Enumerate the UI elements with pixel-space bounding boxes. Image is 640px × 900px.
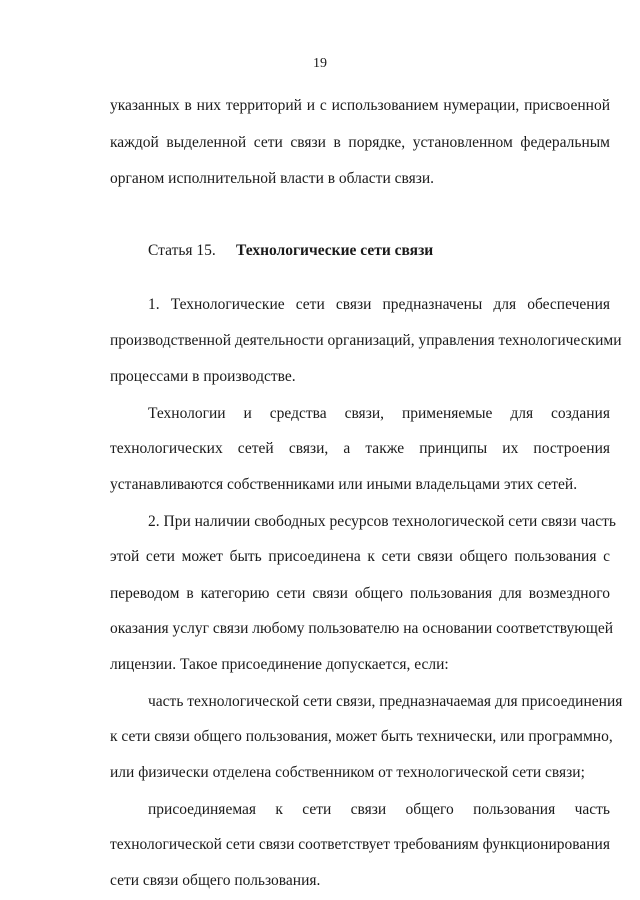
paragraph-line: 2. При наличии свободных ресурсов технологической сети связи часть <box>148 513 616 530</box>
paragraph-line: переводом в категорию сети связи общего пользования для возмездного <box>110 585 610 602</box>
paragraph-line: указанных в них территорий и с использованием нумерации, присвоенной <box>110 97 610 114</box>
article-title: Технологические сети связи <box>236 242 434 259</box>
paragraph-line: или физически отделена собственником от технологической сети связи; <box>110 764 585 781</box>
paragraph-line: технологической сети связи соответствует требованиям функционирования <box>110 836 610 853</box>
paragraph-line: технологических сетей связи, а также принципы их построения <box>110 440 610 457</box>
paragraph-line: производственной деятельности организаций, управления технологическими <box>110 332 622 349</box>
paragraph-line: к сети связи общего пользования, может быть технически, или программно, <box>110 728 613 745</box>
article-heading <box>148 242 433 260</box>
paragraph-line: сети связи общего пользования. <box>110 872 321 889</box>
paragraph-line: каждой выделенной сети связи в порядке, установленном федеральным <box>110 134 610 151</box>
paragraph-line: 1. Технологические сети связи предназначены для обеспечения <box>148 296 610 313</box>
paragraph-line: этой сети может быть присоединена к сети связи общего пользования с <box>110 548 610 565</box>
paragraph-line: органом исполнительной власти в области связи. <box>110 170 435 187</box>
paragraph-line: Технологии и средства связи, применяемые для создания <box>148 405 610 422</box>
paragraph-line: процессами в производстве. <box>110 368 296 385</box>
paragraph-line: лицензии. Такое присоединение допускается, если: <box>110 656 449 673</box>
paragraph-line: часть технологической сети связи, предназначаемая для присоединения <box>148 693 623 710</box>
article-number: Статья 15. <box>148 242 216 259</box>
paragraph-line: устанавливаются собственниками или иными владельцами этих сетей. <box>110 476 578 493</box>
paragraph-line: оказания услуг связи любому пользователю на основании соответствующей <box>110 620 614 637</box>
page-number: 19 <box>313 56 327 71</box>
paragraph-line: присоединяемая к сети связи общего пользования часть <box>148 801 610 818</box>
